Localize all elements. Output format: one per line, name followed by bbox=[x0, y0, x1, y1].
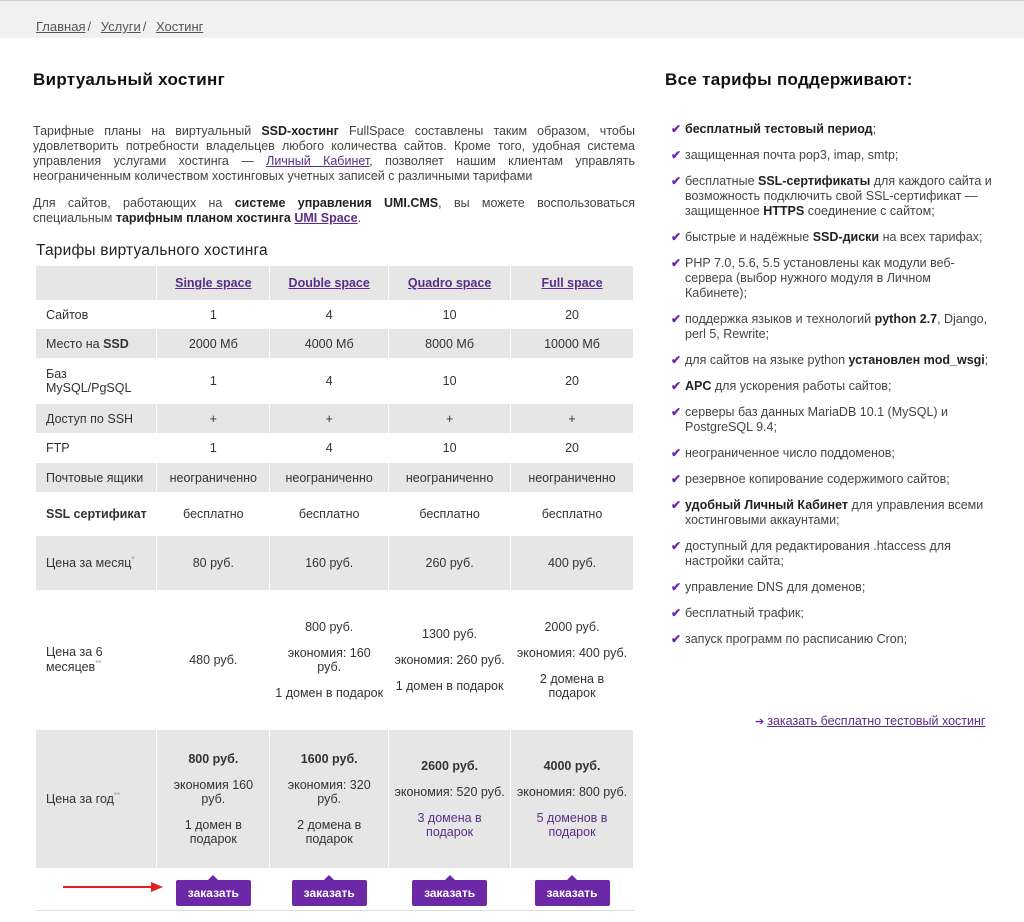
table-row: FTP 1 4 10 20 bbox=[36, 433, 634, 463]
breadcrumb-services[interactable]: Услуги bbox=[100, 19, 141, 34]
check-icon: ✔ bbox=[671, 446, 682, 460]
order-button-single[interactable]: заказать bbox=[176, 880, 251, 906]
list-item: ✔ PHP 7.0, 5.6, 5.5 установлены как модули веб-сервера (выбор нужного модуля в Личном Кабинете); bbox=[671, 256, 955, 300]
table-row: Место на SSD 2000 Мб 4000 Мб 8000 Мб 10000 Мб bbox=[36, 329, 634, 358]
check-icon: ✔ bbox=[671, 230, 682, 244]
check-icon: ✔ bbox=[671, 539, 682, 553]
table-row: Почтовые ящики неограниченно неограниченно неограниченно неограниченно bbox=[36, 463, 634, 492]
page-title: Виртуальный хостинг bbox=[33, 70, 226, 89]
features-sidebar bbox=[665, 70, 995, 658]
plan-header-full bbox=[511, 266, 634, 300]
table-row: Баз MySQL/PgSQL 1 4 10 20 bbox=[36, 358, 634, 404]
check-icon: ✔ bbox=[671, 498, 682, 512]
table-header-row bbox=[36, 266, 634, 300]
plan-link-quadro[interactable]: Quadro space bbox=[407, 276, 492, 290]
list-item: ✔ неограниченное число поддоменов; bbox=[671, 446, 895, 460]
table-row: Доступ по SSH + + + + bbox=[36, 404, 634, 433]
plan-header-single bbox=[157, 266, 270, 300]
plan-link-single[interactable]: Single space bbox=[175, 276, 252, 290]
divider bbox=[36, 910, 634, 911]
list-item: ✔ быстрые и надёжные SSD-диски на всех тарифах; bbox=[671, 230, 983, 244]
breadcrumb: Главная / Услуги / Хостинг bbox=[36, 19, 204, 34]
trial-link-wrap bbox=[755, 714, 985, 728]
check-icon: ✔ bbox=[671, 174, 682, 188]
list-item: ✔ доступный для редактирования .htaccess для настройки сайта; bbox=[671, 539, 951, 568]
table-row: SSL сертификат бесплатно бесплатно бесплатно бесплатно bbox=[36, 492, 634, 536]
table-row: Цена за месяц* 80 руб. 160 руб. 260 руб. 400 руб. bbox=[36, 536, 634, 590]
personal-cabinet-link[interactable]: Личный Кабинет bbox=[266, 154, 370, 168]
arrow-right-icon: ➔ bbox=[755, 716, 765, 728]
check-icon: ✔ bbox=[671, 472, 682, 486]
list-item: ✔ управление DNS для доменов; bbox=[671, 580, 866, 594]
check-icon: ✔ bbox=[671, 379, 682, 393]
list-item: ✔ бесплатные SSL-сертификаты для каждого сайта и возможность подключить свой SSL-сертификат — защищенное HTTPS соединение с сайтом; bbox=[671, 174, 992, 218]
check-icon: ✔ bbox=[671, 405, 682, 419]
list-item: ✔ резервное копирование содержимого сайтов; bbox=[671, 472, 950, 486]
list-item: ✔ бесплатный трафик; bbox=[671, 606, 804, 620]
list-item: ✔ APC для ускорения работы сайтов; bbox=[671, 379, 892, 393]
main-content bbox=[33, 70, 635, 918]
plan-link-double[interactable]: Double space bbox=[288, 276, 370, 290]
check-icon: ✔ bbox=[671, 580, 682, 594]
order-trial-hosting-link[interactable]: заказать бесплатно тестовый хостинг bbox=[767, 714, 986, 728]
umi-paragraph: Для сайтов, работающих на системе управления UMI.CMS, вы можете воспользоваться специальным тарифным планом хостинга UMI Space. bbox=[33, 196, 636, 225]
plan-header-double bbox=[270, 266, 389, 300]
table-row-year: Цена за год** 800 руб. экономия 160 руб. 1 домен в подарок 1600 руб. экономия: 320 руб. 2 домена в подарок 2600 руб. экономия: 520 руб. 3 домена в подарок 4000 руб. экономия: 800 руб. 5 доменов в подарок bbox=[36, 730, 634, 868]
list-item: ✔ серверы баз данных MariaDB 10.1 (MySQL) и PostgreSQL 9.4; bbox=[671, 405, 949, 434]
plan-header-quadro bbox=[389, 266, 511, 300]
top-bar bbox=[0, 0, 1024, 38]
check-icon: ✔ bbox=[671, 353, 682, 367]
list-item: ✔ бесплатный тестовый период; bbox=[671, 122, 877, 136]
order-button-quadro[interactable]: заказать bbox=[412, 880, 487, 906]
table-header-empty bbox=[36, 266, 157, 300]
list-item: ✔ удобный Личный Кабинет для управления всеми хостинговыми аккаунтами; bbox=[671, 498, 984, 527]
check-icon: ✔ bbox=[671, 148, 682, 162]
list-item: ✔ поддержка языков и технологий python 2.7, Django, perl 5, Rewrite; bbox=[671, 312, 988, 341]
list-item: ✔ для сайтов на языке python установлен mod_wsgi; bbox=[671, 353, 989, 367]
breadcrumb-home[interactable]: Главная bbox=[36, 19, 86, 34]
order-button-double[interactable]: заказать bbox=[292, 880, 367, 906]
breadcrumb-hosting[interactable]: Хостинг bbox=[155, 19, 204, 34]
features-title: Все тарифы поддерживают: bbox=[665, 70, 913, 89]
check-icon: ✔ bbox=[671, 312, 682, 326]
intro-paragraph: Тарифные планы на виртуальный SSD-хостинг FullSpace составлены таким образом, чтобы удовлетворить потребности владельцев любого количества сайтов. Кроме того, удобная система управления услугами хостинга — Личный Кабинет, позволяет нашим клиентам управлять неограниченным количеством хостинговых учетных записей с различными тарифами bbox=[33, 124, 636, 183]
check-icon: ✔ bbox=[671, 122, 682, 136]
red-arrow-icon bbox=[63, 881, 163, 893]
list-item: ✔ защищенная почта pop3, imap, smtp; bbox=[671, 148, 899, 162]
check-icon: ✔ bbox=[671, 606, 682, 620]
list-item: ✔ запуск программ по расписанию Cron; bbox=[671, 632, 908, 646]
table-row: Сайтов 1 4 10 20 bbox=[36, 300, 634, 329]
order-button-full[interactable]: заказать bbox=[535, 880, 610, 906]
plan-link-full[interactable]: Full space bbox=[541, 276, 603, 290]
features-list bbox=[665, 122, 995, 647]
check-icon: ✔ bbox=[671, 632, 682, 646]
tariffs-table bbox=[36, 266, 634, 918]
umi-space-link[interactable]: UMI Space bbox=[294, 211, 358, 225]
tariffs-table-title: Тарифы виртуального хостинга bbox=[36, 242, 268, 259]
table-row-six-months: Цена за 6 месяцев** 480 руб. 800 руб. экономия: 160 руб. 1 домен в подарок 1300 руб. экономия: 260 руб. 1 домен в подарок 2000 руб. экономия: 400 руб. 2 домена в подарок bbox=[36, 590, 634, 730]
check-icon: ✔ bbox=[671, 256, 682, 270]
